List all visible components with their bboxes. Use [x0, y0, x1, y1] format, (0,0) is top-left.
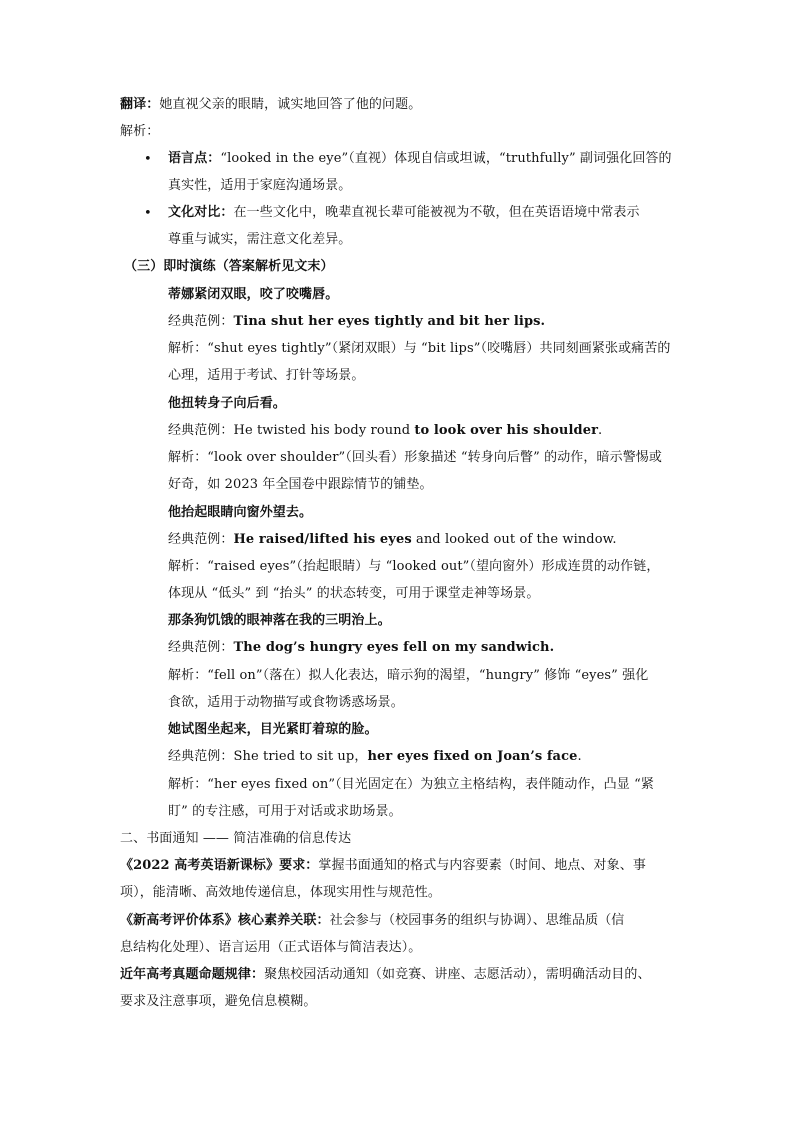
- exercise-5-example: [168, 749, 582, 765]
- section-2-p1-line-2: 项），能清晰、高效地传递信息，体现实用性与规范性。: [120, 885, 442, 900]
- analysis-label: 解析：: [120, 124, 160, 139]
- exercise-5-analysis-line-1: 解析：“her eyes fixed on”（目光固定在）为独立主格结构，表伴随动作，凸显 “紧: [168, 777, 654, 792]
- exercise-4-analysis-line-2: 食欲，适用于动物描写或食物诱惑场景。: [168, 695, 404, 710]
- section-2-p2-line-2: 息结构化处理）、语言运用（正式语体与简洁表达）。: [120, 940, 422, 955]
- section-2-p1-line-1: [120, 858, 646, 874]
- bullet-dot: •: [144, 152, 152, 167]
- bullet-2-line-1: [168, 205, 640, 221]
- bullet-2-text: 在一些文化中，晚辈直视长辈可能被视为不敬，但在英语语境中常表示: [233, 205, 640, 220]
- p1-label: 《2022 高考英语新课标》要求：: [120, 858, 319, 873]
- p3-text: 聚焦校园活动通知（如竞赛、讲座、志愿活动），需明确活动目的、: [264, 967, 651, 982]
- example-tail: .: [577, 749, 582, 764]
- p2-label: 《新高考评价体系》核心素养关联：: [120, 913, 330, 928]
- translation-line: [120, 97, 421, 113]
- exercise-4-example: [168, 640, 554, 656]
- p2-text: 社会参与（校园事务的组织与协调）、思维品质（信: [329, 913, 625, 928]
- example-label: 经典范例：: [168, 314, 234, 329]
- exercise-3-analysis-line-1: 解析：“raised eyes”（抬起眼睛）与 “looked out”（望向窗外）形成连贯的动作链，: [168, 559, 660, 574]
- exercise-1-analysis-line-1: 解析：“shut eyes tightly”（紧闭双眼）与 “bit lips”（咬嘴唇）共同刻画紧张或痛苦的: [168, 341, 671, 356]
- exercise-5-prompt: 她试图坐起来，目光紧盯着琼的脸。: [168, 722, 378, 737]
- exercise-4-prompt: 那条狗饥饿的眼神落在我的三明治上。: [168, 613, 391, 628]
- example-plain: She tried to sit up，: [233, 749, 368, 764]
- exercise-2-example: [168, 423, 602, 439]
- example-label: 经典范例：: [168, 749, 234, 764]
- exercise-1-prompt: 蒂娜紧闭双眼，咬了咬嘴唇。: [168, 287, 339, 302]
- exercise-1-analysis-line-2: 心理，适用于考试、打针等场景。: [168, 368, 365, 383]
- exercise-1-example: [168, 314, 545, 330]
- section-2-p3-line-1: [120, 967, 651, 983]
- bullet-1-line-1: [168, 151, 672, 167]
- translation-label: 翻译：: [120, 97, 160, 112]
- p3-label: 近年高考真题命题规律：: [120, 967, 265, 982]
- example-label: 经典范例：: [168, 532, 234, 547]
- bullet-1-title: 语言点：: [168, 151, 221, 166]
- p1-text: 掌握书面通知的格式与内容要素（时间、地点、对象、事: [318, 858, 646, 873]
- exercise-3-analysis-line-2: 体现从 “低头” 到 “抬头” 的状态转变，可用于课堂走神等场景。: [168, 586, 540, 601]
- exercise-2-analysis-line-2: 好奇，如 2023 年全国卷中跟踪情节的铺垫。: [168, 477, 433, 492]
- example-bold: her eyes fixed on Joan’s face: [367, 749, 578, 764]
- exercise-3-example: [168, 532, 617, 548]
- practice-heading: （三）即时演练（答案解析见文末）: [124, 259, 334, 274]
- example-label: 经典范例：: [168, 640, 234, 655]
- exercise-5-analysis-line-2: 盯” 的专注感，可用于对话或求助场景。: [168, 804, 402, 819]
- bullet-2-line-2: 尊重与诚实，需注意文化差异。: [168, 232, 352, 247]
- example-tail: and looked out of the window.: [411, 532, 617, 547]
- exercise-2-prompt: 他扭转身子向后看。: [168, 396, 286, 411]
- example-bold: He raised/lifted his eyes: [233, 532, 412, 547]
- exercise-2-analysis-line-1: 解析：“look over shoulder”（回头看）形象描述 “转身向后瞥” 的动作，暗示警惕或: [168, 450, 663, 465]
- example-bold: The dog’s hungry eyes fell on my sandwich.: [233, 640, 555, 655]
- section-2-p2-line-1: [120, 913, 624, 929]
- section-2-heading: 二、书面通知 —— 简洁准确的信息传达: [120, 831, 352, 846]
- example-plain: He twisted his body round: [233, 423, 415, 438]
- bullet-2-title: 文化对比：: [168, 205, 234, 220]
- translation-text: 她直视父亲的眼睛，诚实地回答了他的问题。: [159, 97, 422, 112]
- bullet-dot: •: [144, 206, 152, 221]
- bullet-1-text: “looked in the eye”（直视）体现自信或坦诚，“truthfully” 副词强化回答的: [220, 151, 672, 166]
- exercise-3-prompt: 他抬起眼睛向窗外望去。: [168, 505, 313, 520]
- example-bold: Tina shut her eyes tightly and bit her lips.: [233, 314, 546, 329]
- example-label: 经典范例：: [168, 423, 234, 438]
- section-2-p3-line-2: 要求及注意事项，避免信息模糊。: [120, 994, 317, 1009]
- example-tail: .: [598, 423, 603, 438]
- example-bold: to look over his shoulder: [414, 423, 599, 438]
- bullet-1-line-2: 真实性，适用于家庭沟通场景。: [168, 178, 352, 193]
- exercise-4-analysis-line-1: 解析：“fell on”（落在）拟人化表达，暗示狗的渴望，“hungry” 修饰 “eyes” 强化: [168, 668, 649, 683]
